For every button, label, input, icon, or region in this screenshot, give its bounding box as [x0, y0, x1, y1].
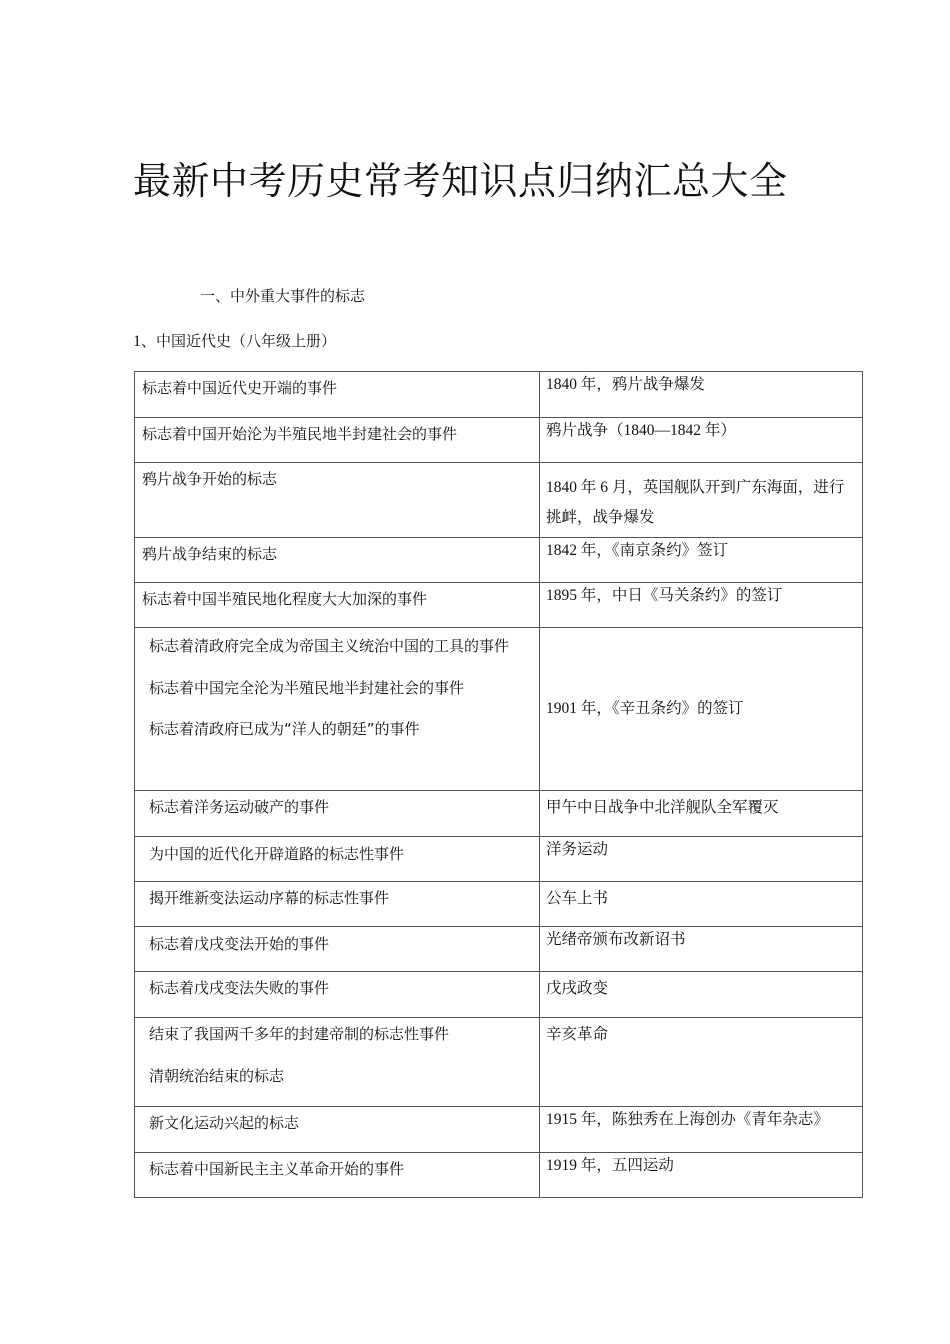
table-row [135, 538, 863, 583]
table-cell-marker [540, 791, 863, 837]
table-row [135, 1018, 863, 1107]
table-cell-marker [540, 882, 863, 927]
table-cell-event [135, 972, 540, 1018]
table-row [135, 972, 863, 1018]
event-text: 标志着中国近代史开端的事件 [142, 379, 338, 397]
marker-text: 辛亥革命 [546, 1026, 609, 1043]
marker-text: 1919 年，五四运动 [546, 1157, 674, 1174]
table-cell-marker [540, 1018, 863, 1107]
marker-text: 1840 年，鸦片战争爆发 [546, 376, 705, 393]
table-row [135, 837, 863, 882]
event-text: 结束了我国两千多年的封建帝制的标志性事件 [149, 1025, 450, 1043]
event-text: 新文化运动兴起的标志 [149, 1114, 300, 1132]
table-cell-event [135, 583, 540, 628]
table-cell-marker [540, 837, 863, 882]
table-cell-marker [540, 418, 863, 463]
table-cell-marker [540, 538, 863, 583]
event-text: 标志着中国半殖民地化程度大大加深的事件 [142, 590, 428, 608]
event-text: 揭开维新变法运动序幕的标志性事件 [149, 889, 390, 907]
section-heading: 一、中外重大事件的标志 [200, 287, 366, 305]
table-cell-marker [540, 927, 863, 972]
table-row [135, 927, 863, 972]
table-row [135, 1107, 863, 1153]
marker-text: 1901 年，《辛丑条约》的签订 [546, 699, 744, 717]
event-text: 标志着中国开始沦为半殖民地半封建社会的事件 [142, 425, 458, 443]
event-text: 标志着中国完全沦为半殖民地半封建社会的事件 [149, 678, 465, 697]
table-cell-event [135, 882, 540, 927]
sub-heading [133, 330, 336, 351]
event-text: 标志着戊戌变法开始的事件 [149, 935, 330, 953]
marker-text: 1842 年，《南京条约》签订 [546, 542, 729, 559]
table-cell-event [135, 791, 540, 837]
table-cell-event [135, 927, 540, 972]
table-row [135, 463, 863, 538]
marker-text: 1840 年 6 月，英国舰队开到广东海面，进行挑衅，战争爆发 [546, 479, 845, 526]
event-text: 标志着洋务运动破产的事件 [149, 798, 330, 816]
event-text: 标志着清政府已成为“洋人的朝廷”的事件 [149, 720, 420, 738]
table-cell-event [135, 1018, 540, 1107]
sub-heading-number: 1 [133, 333, 141, 350]
event-text: 清朝统治结束的标志 [149, 1066, 285, 1085]
table-row [135, 418, 863, 463]
table-cell-event [135, 1153, 540, 1198]
table-cell-event [135, 538, 540, 583]
table-cell-event [135, 463, 540, 538]
table-row [135, 882, 863, 927]
marker-text: 鸦片战争（1840—1842 年） [546, 422, 736, 439]
event-text: 标志着中国新民主主义革命开始的事件 [149, 1160, 405, 1178]
document-title: 最新中考历史常考知识点归纳汇总大全 [133, 159, 788, 203]
events-table [134, 371, 863, 1198]
table-row [135, 1153, 863, 1198]
marker-text: 光绪帝颁布改新诏书 [546, 931, 686, 948]
table-cell-marker [540, 1107, 863, 1153]
sub-heading-text: 、中国近代史（八年级上册） [141, 332, 337, 350]
marker-text: 公车上书 [546, 890, 609, 907]
table-cell-marker [540, 583, 863, 628]
table-cell-marker [540, 463, 863, 538]
marker-text: 洋务运动 [546, 841, 609, 858]
table-row [135, 628, 863, 791]
event-text: 标志着戊戌变法失败的事件 [149, 979, 330, 997]
event-text: 鸦片战争结束的标志 [142, 545, 278, 563]
marker-text: 戊戌政变 [546, 980, 609, 997]
table-cell-marker [540, 1153, 863, 1198]
event-text: 鸦片战争开始的标志 [142, 470, 278, 488]
table-cell-marker [540, 372, 863, 418]
event-text: 为中国的近代化开辟道路的标志性事件 [149, 845, 405, 863]
table-cell-event [135, 372, 540, 418]
table-cell-event [135, 837, 540, 882]
marker-text: 1915 年，陈独秀在上海创办《青年杂志》 [546, 1111, 829, 1128]
table-cell-marker [540, 628, 863, 791]
table-cell-marker [540, 972, 863, 1018]
table-cell-event [135, 1107, 540, 1153]
marker-text: 1895 年，中日《马关条约》的签订 [546, 587, 783, 604]
table-cell-event [135, 628, 540, 791]
table-row [135, 372, 863, 418]
event-text: 标志着清政府完全成为帝国主义统治中国的工具的事件 [149, 637, 510, 655]
table-cell-event [135, 418, 540, 463]
table-row [135, 791, 863, 837]
table-row [135, 583, 863, 628]
marker-text: 甲午中日战争中北洋舰队全军覆灭 [546, 799, 779, 816]
